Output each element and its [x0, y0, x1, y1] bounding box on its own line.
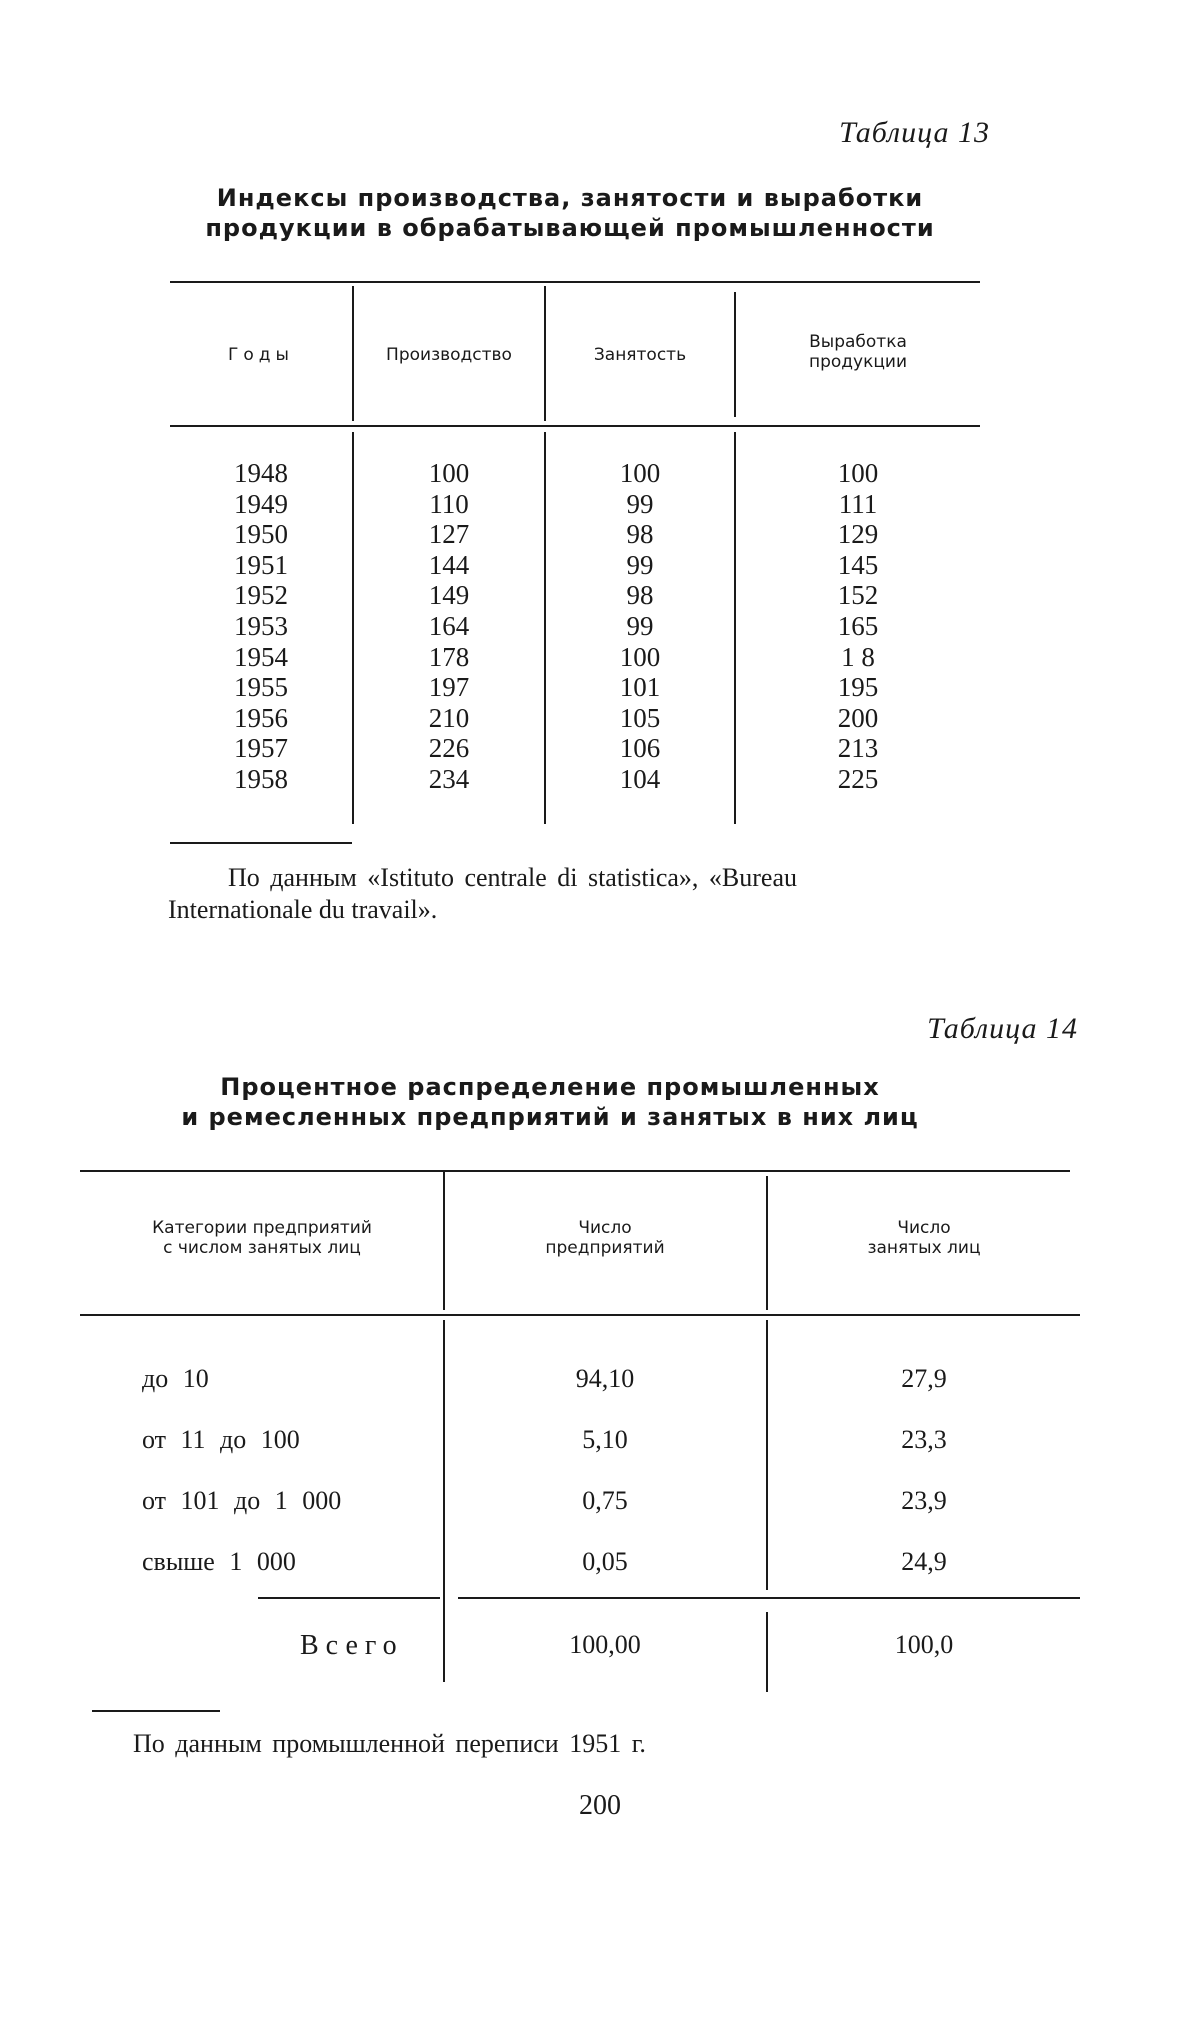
table-13-cell-year: 1952: [234, 580, 288, 611]
table-14-footnote-rule: [92, 1710, 220, 1712]
table-14-cell-category: от 11 до 100: [142, 1425, 300, 1454]
table-14-cell-enterprises: 0,75: [582, 1486, 628, 1515]
table-14-title-line-1: Процентное распределение промышленных: [220, 1073, 880, 1101]
table-13-cell-employment: 98: [626, 519, 654, 550]
table-13-cell-production: 100: [428, 458, 470, 488]
table-13-cell-employment: 100: [619, 458, 661, 488]
table-13-source-note-line-1: По данным «Istituto centrale di statistica», «Bureau: [228, 863, 798, 892]
table-14-cell-category: от 101 до 1 000: [142, 1486, 342, 1515]
table-13-cell-output: 195: [837, 672, 879, 703]
table-13-cell-output: 145: [837, 549, 879, 580]
table-13-cell-output: 213: [837, 733, 879, 764]
table-13-header-years: Годы: [228, 345, 294, 365]
table-14-header-enterprises-line-1: Число: [578, 1218, 632, 1238]
table-13-header-output: [736, 332, 980, 372]
table-14-top-rule: [80, 1170, 1070, 1172]
table-13-cell-employment: 104: [619, 764, 661, 794]
table-13-title-line-1: Индексы производства, занятости и выработки: [216, 184, 924, 212]
table-13-title: [160, 183, 980, 243]
table-14-header-enterprises-line-2: предприятий: [545, 1238, 665, 1258]
table-14-title: [120, 1072, 980, 1132]
table-14-header-enterprises: [445, 1218, 765, 1258]
table-14-total-rule-right: [458, 1597, 1080, 1599]
table-14-total-employed: 100,0: [894, 1630, 954, 1659]
table-13-cell-production: 197: [428, 672, 470, 703]
table-14-cell-category: свыше 1 000: [142, 1547, 296, 1576]
table-14-cell-employed: 23,3: [901, 1425, 947, 1454]
table-13-cell-output: 100: [837, 458, 879, 488]
table-13-cell-employment: 101: [619, 672, 661, 703]
table-13-cell-output: 200: [837, 702, 879, 733]
table-13-cell-production: 164: [428, 611, 470, 641]
table-14-source-note: По данным промышленной переписи 1951 г.: [133, 1729, 646, 1758]
table-14-total-rule-left: [258, 1597, 440, 1599]
table-14-cell-enterprises: 0,05: [582, 1547, 628, 1576]
table-13-source-note-line-2: Internationale du travail».: [168, 895, 438, 924]
table-14-label: Таблица 14: [927, 1012, 1078, 1045]
table-13-cell-year: 1949: [234, 488, 288, 519]
table-13-cell-production: 149: [428, 580, 470, 611]
table-14-header-employed-line-2: занятых лиц: [867, 1238, 981, 1258]
table-13-cell-employment: 98: [626, 580, 654, 611]
table-13-cell-production: 234: [428, 764, 470, 794]
table-13-cell-employment: 105: [619, 702, 661, 733]
table-13-top-rule: [170, 281, 980, 283]
table-14-cell-employed: 24,9: [901, 1547, 947, 1576]
table-14-header-category: [82, 1218, 442, 1258]
table-13-cell-production: 210: [428, 702, 470, 733]
table-13-cell-output: 225: [837, 764, 879, 794]
table-13-title-line-2: продукции в обрабатывающей промышленности: [205, 214, 935, 242]
table-13-cell-year: 1955: [234, 672, 288, 703]
table-14-header-category-line-1: Категории предприятий: [152, 1218, 372, 1238]
table-13-cell-production: 178: [428, 641, 470, 672]
table-13-cell-employment: 100: [619, 641, 661, 672]
page-number: 200: [579, 1790, 621, 1821]
table-13-cell-production: 110: [429, 488, 469, 519]
table-13-cell-employment: 99: [626, 549, 654, 580]
table-13-cell-output: 129: [837, 519, 879, 550]
table-14-header-employed: [768, 1218, 1080, 1258]
table-13-cell-output: 111: [838, 488, 878, 519]
table-13-cell-output: 1 8: [841, 641, 875, 672]
table-13-footnote-rule: [170, 842, 352, 844]
table-13-header-rule: [170, 425, 980, 427]
table-14-cell-category: до 10: [142, 1364, 209, 1393]
table-13-cell-output: 165: [837, 611, 879, 641]
table-14-header-employed-line-1: Число: [897, 1218, 951, 1238]
table-13-cell-year: 1957: [234, 733, 288, 764]
table-14-header-category-line-2: с числом занятых лиц: [163, 1238, 361, 1258]
table-14-cell-employed: 27,9: [901, 1364, 947, 1393]
table-14-total-label: Всего: [300, 1630, 404, 1661]
table-13-header-output-line-1: Выработка: [809, 332, 907, 352]
table-13-cell-year: 1948: [234, 458, 288, 488]
table-13-cell-output: 152: [837, 580, 879, 611]
table-13-cell-year: 1953: [234, 611, 288, 641]
table-13-cell-year: 1950: [234, 519, 288, 550]
table-14-cell-enterprises: 94,10: [575, 1364, 635, 1393]
table-13-cell-year: 1954: [234, 641, 288, 672]
table-13-cell-employment: 99: [626, 488, 654, 519]
table-14-title-line-2: и ремесленных предприятий и занятых в них лиц: [181, 1103, 919, 1131]
table-13-cell-year: 1956: [234, 702, 288, 733]
table-14-header-rule: [80, 1314, 1080, 1316]
table-13-cell-production: 127: [428, 519, 470, 550]
table-13-cell-year: 1951: [234, 549, 288, 580]
table-13-label: Таблица 13: [839, 116, 990, 149]
table-13-cell-employment: 99: [626, 611, 654, 641]
table-13-source-note: [168, 862, 988, 926]
table-13-cell-year: 1958: [234, 764, 288, 794]
table-13-header-output-line-2: продукции: [808, 352, 908, 372]
table-14-cell-enterprises: 5,10: [582, 1425, 628, 1454]
table-13-cell-employment: 106: [619, 733, 661, 764]
table-13-header-production: Производство: [386, 345, 512, 365]
table-13-cell-production: 226: [428, 733, 470, 764]
table-13-header-employment: Занятость: [593, 345, 687, 365]
table-14-cell-employed: 23,9: [901, 1486, 947, 1515]
table-13-cell-production: 144: [428, 549, 470, 580]
table-14-total-enterprises: 100,00: [569, 1630, 641, 1659]
